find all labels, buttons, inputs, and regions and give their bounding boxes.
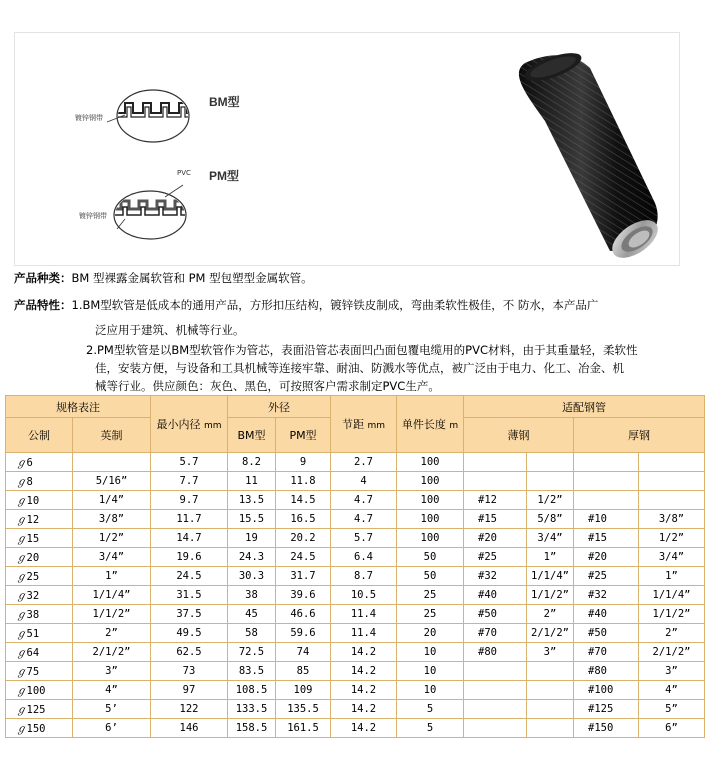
cell-thin-size	[527, 681, 574, 700]
cell-thin-no: #15	[464, 510, 527, 529]
hose-photo	[375, 33, 679, 265]
cell-thick-no: #100	[574, 681, 639, 700]
cell-length: 50	[397, 567, 464, 586]
table-row	[6, 472, 705, 491]
cell-thin-size: 3”	[527, 643, 574, 662]
cell-thick-size: 4”	[639, 681, 705, 700]
pvc-label: PVC	[177, 169, 191, 177]
cell-thick-size: 5”	[639, 700, 705, 719]
cell-pitch: 14.2	[331, 681, 397, 700]
cell-length: 25	[397, 605, 464, 624]
cell-bm-outer: 15.5	[228, 510, 276, 529]
cell-imperial: 3/4”	[73, 548, 151, 567]
cell-thin-no: #80	[464, 643, 527, 662]
cell-thick-size: 1/1/2”	[639, 605, 705, 624]
cell-pm-outer: 24.5	[276, 548, 331, 567]
diameter-icon: ℊ	[16, 589, 27, 602]
cell-imperial: 1”	[73, 567, 151, 586]
cell-thin-no: #40	[464, 586, 527, 605]
diameter-icon: ℊ	[16, 456, 27, 469]
bm-type-label: BM型	[209, 95, 240, 109]
table-row	[6, 700, 705, 719]
header-pitch	[331, 396, 397, 453]
header-imperial: 英制	[73, 418, 151, 453]
cell-thin-no	[464, 700, 527, 719]
cell-pitch: 4.7	[331, 491, 397, 510]
cell-thick-no: #20	[574, 548, 639, 567]
cell-length: 10	[397, 681, 464, 700]
diameter-icon: ℊ	[16, 684, 27, 697]
table-row	[6, 529, 705, 548]
diameter-icon: ℊ	[16, 722, 27, 735]
cell-min-inner: 97	[151, 681, 228, 700]
cell-thin-no: #12	[464, 491, 527, 510]
cell-thick-no: #125	[574, 700, 639, 719]
product-feature-line-4	[95, 360, 624, 376]
cell-min-inner: 49.5	[151, 624, 228, 643]
metric-value: 150	[26, 722, 46, 735]
header-metric: 公制	[6, 418, 73, 453]
cell-bm-outer: 11	[228, 472, 276, 491]
header-outer: 外径	[228, 396, 331, 418]
header-min-inner	[151, 396, 228, 453]
cell-bm-outer: 19	[228, 529, 276, 548]
table-row	[6, 662, 705, 681]
diameter-icon: ℊ	[16, 570, 27, 583]
metric-value: 64	[26, 646, 40, 659]
product-feature-text-5: 械等行业。供应颜色：灰色、黑色，可按照客户需求制定PVC生产。	[95, 379, 440, 393]
cell-pm-outer: 39.6	[276, 586, 331, 605]
diameter-icon: ℊ	[16, 608, 27, 621]
pm-type-label: PM型	[209, 169, 240, 183]
cell-imperial: 1/4”	[73, 491, 151, 510]
cell-pm-outer: 31.7	[276, 567, 331, 586]
cell-pm-outer: 16.5	[276, 510, 331, 529]
metric-value: 10	[26, 494, 40, 507]
table-row	[6, 681, 705, 700]
cross-section-diagram	[15, 33, 375, 265]
cell-metric	[6, 605, 73, 624]
diameter-icon: ℊ	[16, 551, 27, 564]
spec-table-body	[6, 453, 705, 738]
cell-metric	[6, 567, 73, 586]
metric-value: 32	[26, 589, 40, 602]
cell-pitch: 8.7	[331, 567, 397, 586]
cell-thin-size	[527, 662, 574, 681]
cell-pitch: 14.2	[331, 662, 397, 681]
cell-bm-outer: 13.5	[228, 491, 276, 510]
product-feature-line-2	[95, 322, 245, 338]
cell-length: 50	[397, 548, 464, 567]
cell-metric	[6, 662, 73, 681]
cell-imperial: 2”	[73, 624, 151, 643]
cell-thick-no: #25	[574, 567, 639, 586]
cell-length: 20	[397, 624, 464, 643]
cell-bm-outer: 158.5	[228, 719, 276, 738]
table-row	[6, 586, 705, 605]
metric-value: 38	[26, 608, 40, 621]
cell-length: 10	[397, 662, 464, 681]
cell-bm-outer: 45	[228, 605, 276, 624]
metric-value: 100	[26, 684, 46, 697]
cell-pitch: 4	[331, 472, 397, 491]
cell-thin-no: #25	[464, 548, 527, 567]
cell-thin-no: #32	[464, 567, 527, 586]
cell-imperial	[73, 453, 151, 472]
cell-length: 10	[397, 643, 464, 662]
cell-thin-size: 5/8”	[527, 510, 574, 529]
header-spec: 规格表注	[6, 396, 151, 418]
header-steel: 适配钢管	[464, 396, 705, 418]
cell-length: 100	[397, 453, 464, 472]
cell-thin-size: 2/1/2”	[527, 624, 574, 643]
cell-min-inner: 31.5	[151, 586, 228, 605]
cell-pitch: 2.7	[331, 453, 397, 472]
diameter-icon: ℊ	[16, 646, 27, 659]
cell-metric	[6, 643, 73, 662]
product-feature-line-5	[95, 378, 440, 394]
header-length-unit: m	[449, 421, 459, 431]
cell-metric	[6, 719, 73, 738]
cell-length: 25	[397, 586, 464, 605]
table-row	[6, 643, 705, 662]
cell-thin-no	[464, 681, 527, 700]
cell-thin-no	[464, 472, 527, 491]
cell-metric	[6, 548, 73, 567]
cell-bm-outer: 58	[228, 624, 276, 643]
diameter-icon: ℊ	[16, 494, 27, 507]
cell-length: 5	[397, 719, 464, 738]
cell-imperial: 1/1/4”	[73, 586, 151, 605]
cell-length: 5	[397, 700, 464, 719]
product-feature-line-3	[86, 342, 637, 358]
cell-thin-size: 1/2”	[527, 491, 574, 510]
cell-min-inner: 24.5	[151, 567, 228, 586]
cell-thin-size	[527, 719, 574, 738]
header-pm: PM型	[276, 418, 331, 453]
cell-pm-outer: 161.5	[276, 719, 331, 738]
cell-pm-outer: 59.6	[276, 624, 331, 643]
cell-thin-size: 3/4”	[527, 529, 574, 548]
cell-thin-no: #20	[464, 529, 527, 548]
cell-length: 100	[397, 472, 464, 491]
cell-min-inner: 19.6	[151, 548, 228, 567]
metric-value: 12	[26, 513, 40, 526]
product-kind-text: BM 型裸露金属软管和 PM 型包塑型金属软管。	[71, 271, 313, 285]
metric-value: 20	[26, 551, 40, 564]
cell-bm-outer: 83.5	[228, 662, 276, 681]
product-feature-line-1	[14, 297, 598, 313]
product-kind-line	[14, 270, 313, 286]
cell-pm-outer: 135.5	[276, 700, 331, 719]
cell-bm-outer: 72.5	[228, 643, 276, 662]
product-feature-text-4: 佳，安装方便，与设备和工具机械等连接牢靠、耐油、防溅水等优点，被广泛由于电力、化工、冶金、机	[95, 361, 624, 375]
cell-metric	[6, 510, 73, 529]
cell-thick-no: #50	[574, 624, 639, 643]
diameter-icon: ℊ	[16, 532, 27, 545]
table-header-row-1	[6, 396, 705, 418]
cell-thick-no: #32	[574, 586, 639, 605]
table-row	[6, 491, 705, 510]
cell-thin-no: #50	[464, 605, 527, 624]
diameter-icon: ℊ	[16, 475, 27, 488]
steel-strip-label-bm: 镀锌钢带	[75, 114, 103, 122]
cell-thin-no	[464, 453, 527, 472]
cell-imperial: 6’	[73, 719, 151, 738]
cell-pitch: 6.4	[331, 548, 397, 567]
table-row	[6, 510, 705, 529]
cell-thick-size: 1/2”	[639, 529, 705, 548]
cell-metric	[6, 586, 73, 605]
cell-pm-outer: 109	[276, 681, 331, 700]
cell-imperial: 5/16”	[73, 472, 151, 491]
cell-imperial: 4”	[73, 681, 151, 700]
header-pitch-unit: mm	[367, 421, 386, 431]
header-length	[397, 396, 464, 453]
cell-pitch: 11.4	[331, 605, 397, 624]
cell-thick-size: 3”	[639, 662, 705, 681]
product-feature-text-3: 2.PM型软管是以BM型软管作为管芯，表面沿管芯表面凹凸面包覆电缆用的PVC材料，由于其重量轻，柔软性	[86, 343, 638, 357]
cell-bm-outer: 8.2	[228, 453, 276, 472]
header-min-inner-unit: mm	[203, 421, 222, 431]
cell-min-inner: 146	[151, 719, 228, 738]
cell-thick-no: #15	[574, 529, 639, 548]
cell-thick-no	[574, 453, 639, 472]
metric-value: 25	[26, 570, 40, 583]
cell-metric	[6, 453, 73, 472]
cell-length: 100	[397, 529, 464, 548]
cell-metric	[6, 624, 73, 643]
cell-imperial: 3/8”	[73, 510, 151, 529]
cell-thick-size: 1/1/4”	[639, 586, 705, 605]
header-thin: 薄钢	[464, 418, 574, 453]
metric-value: 75	[26, 665, 40, 678]
metric-value: 6	[26, 456, 33, 469]
cell-min-inner: 9.7	[151, 491, 228, 510]
cell-thick-no	[574, 491, 639, 510]
cell-thick-no: #70	[574, 643, 639, 662]
header-length-label: 单件长度	[401, 418, 446, 431]
cell-min-inner: 37.5	[151, 605, 228, 624]
table-row	[6, 453, 705, 472]
header-thick: 厚钢	[574, 418, 705, 453]
cell-thick-size: 2/1/2”	[639, 643, 705, 662]
cell-thick-size: 1”	[639, 567, 705, 586]
cell-pitch: 14.2	[331, 719, 397, 738]
cell-imperial: 3”	[73, 662, 151, 681]
cell-thick-no: #10	[574, 510, 639, 529]
table-row	[6, 624, 705, 643]
product-feature-text-1: 1.BM型软管是低成本的通用产品，方形扣压结构，镀锌铁皮制成，弯曲柔软性极佳，不 防水，本产品广	[71, 298, 599, 312]
diameter-icon: ℊ	[16, 665, 27, 678]
cell-thick-size: 3/8”	[639, 510, 705, 529]
cell-pm-outer: 20.2	[276, 529, 331, 548]
cell-min-inner: 7.7	[151, 472, 228, 491]
diameter-icon: ℊ	[16, 513, 27, 526]
metric-value: 51	[26, 627, 40, 640]
cell-pm-outer: 14.5	[276, 491, 331, 510]
cell-thick-size: 2”	[639, 624, 705, 643]
cell-thick-no	[574, 472, 639, 491]
metric-value: 8	[26, 475, 33, 488]
cell-thick-size: 3/4”	[639, 548, 705, 567]
cell-imperial: 2/1/2”	[73, 643, 151, 662]
table-row	[6, 548, 705, 567]
cell-imperial: 5’	[73, 700, 151, 719]
cell-pitch: 11.4	[331, 624, 397, 643]
product-kind-title: 产品种类：	[14, 271, 72, 285]
diameter-icon: ℊ	[16, 627, 27, 640]
cell-metric	[6, 681, 73, 700]
header-pitch-label: 节距	[341, 418, 364, 431]
table-row	[6, 605, 705, 624]
table-row	[6, 719, 705, 738]
cell-pitch: 14.2	[331, 700, 397, 719]
cell-pitch: 14.2	[331, 643, 397, 662]
cell-length: 100	[397, 510, 464, 529]
cell-thick-size: 6”	[639, 719, 705, 738]
cell-min-inner: 11.7	[151, 510, 228, 529]
header-bm: BM型	[228, 418, 276, 453]
cell-metric	[6, 491, 73, 510]
cell-thick-size	[639, 472, 705, 491]
cell-thin-no: #70	[464, 624, 527, 643]
cell-imperial: 1/1/2”	[73, 605, 151, 624]
cell-thin-size	[527, 472, 574, 491]
cell-min-inner: 5.7	[151, 453, 228, 472]
cell-bm-outer: 38	[228, 586, 276, 605]
cell-imperial: 1/2”	[73, 529, 151, 548]
cell-pm-outer: 74	[276, 643, 331, 662]
cell-thick-no: #80	[574, 662, 639, 681]
cell-metric	[6, 529, 73, 548]
cell-thick-no: #150	[574, 719, 639, 738]
cell-thin-size: 1/1/4”	[527, 567, 574, 586]
cell-thin-no	[464, 662, 527, 681]
cell-bm-outer: 108.5	[228, 681, 276, 700]
product-image-panel	[14, 32, 680, 266]
cell-bm-outer: 30.3	[228, 567, 276, 586]
header-min-inner-label: 最小内径	[156, 418, 201, 431]
metric-value: 15	[26, 532, 40, 545]
cell-pitch: 10.5	[331, 586, 397, 605]
spec-table	[5, 395, 705, 738]
cell-thick-no: #40	[574, 605, 639, 624]
cell-bm-outer: 133.5	[228, 700, 276, 719]
cell-thick-size	[639, 491, 705, 510]
cell-min-inner: 122	[151, 700, 228, 719]
cell-pm-outer: 85	[276, 662, 331, 681]
cell-pm-outer: 9	[276, 453, 331, 472]
cell-thin-size: 1/1/2”	[527, 586, 574, 605]
metric-value: 125	[26, 703, 46, 716]
product-feature-title: 产品特性：	[14, 298, 72, 312]
diameter-icon: ℊ	[16, 703, 27, 716]
cell-metric	[6, 700, 73, 719]
cell-min-inner: 73	[151, 662, 228, 681]
cell-thin-size: 2”	[527, 605, 574, 624]
cell-bm-outer: 24.3	[228, 548, 276, 567]
cell-thin-size	[527, 453, 574, 472]
cell-thin-size: 1”	[527, 548, 574, 567]
cell-min-inner: 14.7	[151, 529, 228, 548]
cell-thin-size	[527, 700, 574, 719]
cell-thick-size	[639, 453, 705, 472]
cell-pm-outer: 11.8	[276, 472, 331, 491]
steel-strip-label-pm: 镀锌钢带	[79, 212, 107, 220]
product-feature-text-2: 泛应用于建筑、机械等行业。	[95, 323, 245, 337]
cell-pitch: 5.7	[331, 529, 397, 548]
cell-pitch: 4.7	[331, 510, 397, 529]
table-row	[6, 567, 705, 586]
cell-min-inner: 62.5	[151, 643, 228, 662]
cell-metric	[6, 472, 73, 491]
cell-thin-no	[464, 719, 527, 738]
cell-pm-outer: 46.6	[276, 605, 331, 624]
cell-length: 100	[397, 491, 464, 510]
